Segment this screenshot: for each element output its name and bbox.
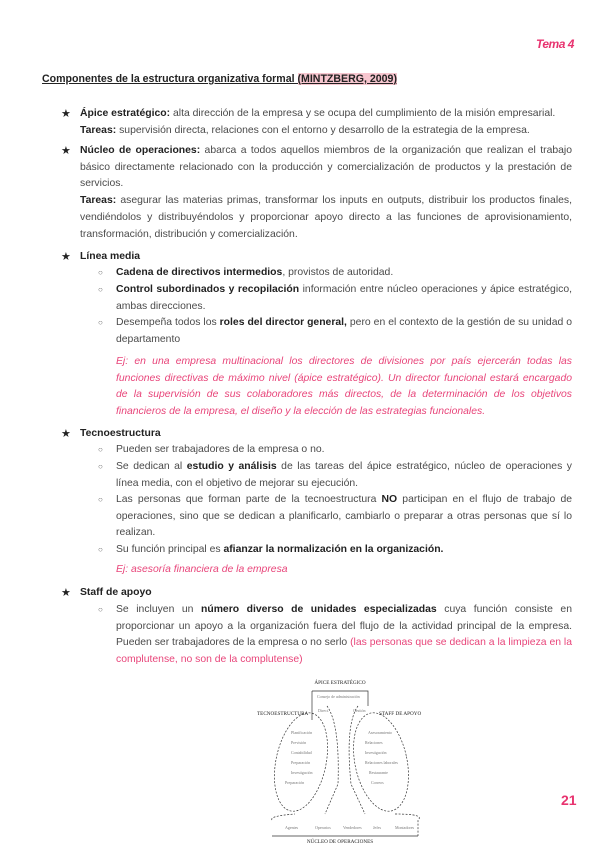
circle-bullet-icon: ○ [98, 462, 103, 471]
apice-tareas: supervisión directa, relaciones con el entorno y desarrollo de la estrategia de la empresa. [116, 124, 530, 136]
star-bullet-icon: ★ [61, 587, 71, 599]
item-bold: número diverso de unidades especializadas [201, 604, 437, 615]
list-item [98, 542, 572, 559]
item-text: Desempeña todos los [116, 317, 220, 328]
list-item [98, 492, 572, 542]
list-item [98, 282, 572, 315]
svg-text:Investigación: Investigación [291, 770, 313, 775]
star-bullet-icon: ★ [61, 108, 71, 120]
circle-bullet-icon: ○ [98, 318, 103, 327]
nucleo-tareas-label: Tareas: [80, 195, 117, 207]
svg-text:Preparación: Preparación [291, 760, 311, 765]
list-item [98, 315, 572, 348]
svg-text:Restaurante: Restaurante [369, 770, 388, 775]
svg-text:Previsión: Previsión [291, 740, 307, 745]
apice-item [61, 106, 572, 139]
svg-text:Investigación: Investigación [365, 750, 387, 755]
diagram-label-nucleo: NÚCLEO DE OPERACIONES [306, 839, 374, 845]
svg-text:Preparación: Preparación [285, 780, 305, 785]
tema-label: Tema 4 [536, 37, 574, 51]
linea-media-example: Ej: en una empresa multinacional los directores de divisiones por país ejercerán todas las funciones directivas de máximo nivel (ápice estratégico). Un director funcional estará encargado de la supervisión de sus colaboradores más directos, de la determinación de los objetivos financieros de la empresa, el diseño y la elección de las estrategias funcionales. [116, 356, 572, 418]
staff-label: Staff de apoyo [80, 587, 152, 598]
item-bold: estudio y análisis [186, 461, 277, 472]
diagram-label-staff: STAFF DE APOYO [379, 711, 422, 717]
tecnoestructura-heading [61, 426, 572, 443]
svg-text:Jefes: Jefes [373, 825, 381, 830]
item-bold: Control subordinados y recopilación [116, 284, 300, 295]
item-text: Su función principal es [116, 544, 224, 555]
apice-tareas-label: Tareas: [80, 124, 117, 136]
nucleo-item [61, 143, 573, 243]
item-text: Se dedican al [116, 461, 187, 472]
circle-bullet-icon: ○ [98, 268, 103, 277]
linea-media-shape [325, 706, 365, 814]
item-text: , provistos de autoridad. [282, 267, 394, 278]
diagram-label-apice: ÁPICE ESTRATÉGICO [314, 680, 366, 686]
apice-text: alta dirección de la empresa y se ocupa del cumplimiento de la misión empresarial. [170, 108, 556, 119]
item-bold: afianzar la normalización en la organización. [223, 544, 444, 555]
linea-media-label: Línea media [80, 251, 141, 262]
nucleo-text: abarca a todos aquellos miembros de la organización que realizan el trabajo básico directamente relacionado con la producción y comercialización de productos y la prestación de servicios. [80, 145, 573, 190]
section-heading [42, 73, 397, 85]
item-text: Pueden ser trabajadores de la empresa o no. [116, 444, 325, 455]
item-bold: roles del director general, [219, 317, 347, 328]
circle-bullet-icon: ○ [98, 545, 103, 554]
heading-citation: (MINTZBERG, 2009) [297, 73, 397, 85]
nucleo-tareas: asegurar las materias primas, transformar los inputs en outputs, distribuir los productos finales, vendiéndolos y distribuyéndolos y proporcionar apoyo directo a las funciones de aprovisionamiento, transformación, distribución y comercialización. [80, 195, 572, 240]
svg-text:Gestión: Gestión [353, 708, 366, 713]
item-bold: Cadena de directivos intermedios [116, 267, 283, 278]
svg-text:Planificación: Planificación [291, 730, 313, 735]
star-bullet-icon: ★ [61, 428, 71, 440]
svg-text:Montadores: Montadores [395, 825, 415, 830]
item-note: (las personas que se dedican a la limpieza en la complutense, no son de la complutense) [116, 637, 572, 666]
list-item [98, 459, 572, 492]
diagram-label-tecno: TECNOESTRUCTURA [257, 711, 309, 717]
tecnoestructura-example: Ej: asesoría financiera de la empresa [116, 564, 288, 575]
item-text: pero en el contexto de la gestión de su unidad o departamento [116, 317, 572, 345]
page-number: 21 [561, 792, 577, 808]
list-item [98, 442, 572, 459]
item-text: Se incluyen un [116, 604, 201, 615]
linea-media-heading [61, 249, 572, 266]
list-item [98, 602, 572, 669]
item-text: de las tareas del ápice estratégico, núcleo de operaciones y línea media, con el objetivo de mejorar su ejecución. [116, 461, 572, 489]
list-item [98, 265, 572, 282]
heading-text: Componentes de la estructura organizativa formal [42, 73, 298, 85]
circle-bullet-icon: ○ [98, 495, 103, 504]
svg-text:Relaciones laborales: Relaciones laborales [365, 760, 398, 765]
svg-text:Agentes: Agentes [285, 825, 299, 830]
star-bullet-icon: ★ [61, 145, 71, 157]
nucleo-label: Núcleo de operaciones: [80, 145, 201, 156]
staff-heading [61, 585, 572, 602]
svg-text:Contabilidad: Contabilidad [291, 750, 312, 755]
svg-text:Asesoramiento: Asesoramiento [368, 730, 392, 735]
circle-bullet-icon: ○ [98, 285, 103, 294]
item-text: información entre núcleo operaciones y ápice estratégico, ambas direcciones. [116, 284, 572, 312]
tecnoestructura-label: Tecnoestructura [80, 428, 161, 439]
item-text: participan en el flujo de trabajo de operaciones, sino que se dedican a planificarlo, cambiarlo o preparar a otras personas que sí lo realizan. [116, 494, 572, 539]
item-bold: NO [381, 494, 398, 505]
item-text: Las personas que forman parte de la tecnoestructura [116, 494, 382, 505]
svg-text:Consejo de administración: Consejo de administración [317, 694, 360, 699]
svg-text:Operarios: Operarios [315, 825, 331, 830]
circle-bullet-icon: ○ [98, 445, 103, 454]
svg-text:Vendedores: Vendedores [343, 825, 362, 830]
star-bullet-icon: ★ [61, 251, 71, 263]
apice-label: Ápice estratégico: [80, 108, 171, 119]
circle-bullet-icon: ○ [98, 605, 103, 614]
item-text: cuya función consiste en proporcionar un apoyo a la organización fuera del flujo de la actividad principal de la empresa. Pueden ser trabajadores de la empresa o no serlo [116, 604, 572, 649]
mintzberg-diagram [255, 674, 425, 846]
svg-text:Relaciones: Relaciones [365, 740, 383, 745]
svg-text:Direct.: Direct. [318, 708, 329, 713]
svg-text:Correos: Correos [371, 780, 384, 785]
